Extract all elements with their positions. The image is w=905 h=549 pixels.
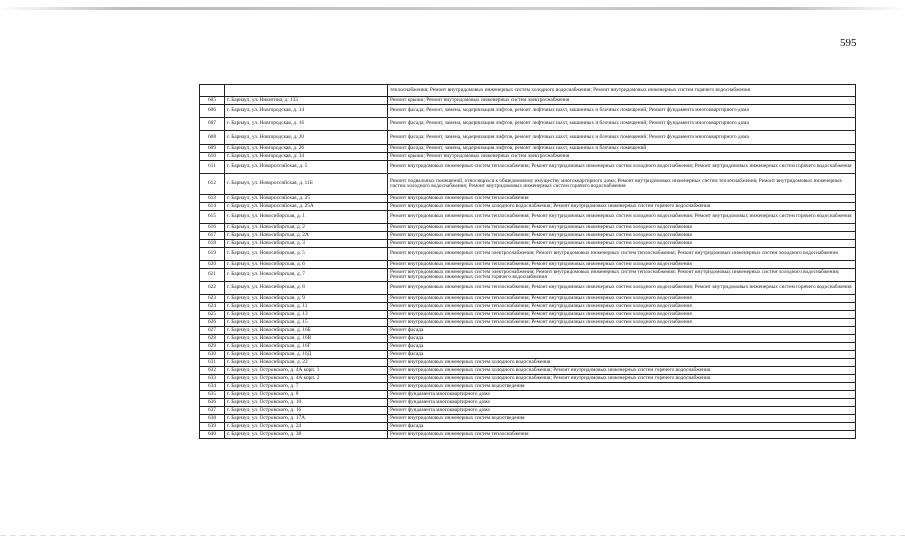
row-number: 636: [200, 399, 225, 407]
row-works: Ремонт внутридомовых инженерных систем теплоснабжения; Ремонт внутридомовых инженерных систем холодного водоснабжения: [388, 224, 856, 232]
row-works: Ремонт внутридомовых инженерных систем теплоснабжения; Ремонт внутридомовых инженерных систем холодного водоснабжения: [388, 303, 856, 311]
row-number: 623: [200, 295, 225, 303]
row-address: г. Барнаул, ул. Новосибирская, д. 8: [225, 282, 388, 295]
row-number: 639: [200, 423, 225, 431]
row-address: г. Барнаул, ул. Новосибирская, д. 9: [225, 295, 388, 303]
row-address: г. Барнаул, ул. Новороссийская, д. 25А: [225, 203, 388, 211]
row-works: Ремонт внутридомовых инженерных систем теплоснабжения; Ремонт внутридомовых инженерных систем холодного водоснабжения; Ремонт внутридомовых инженерных систем горячего водоснабжения: [388, 211, 856, 224]
row-works: Ремонт внутридомовых инженерных систем теплоснабжения; Ремонт внутридомовых инженерных систем холодного водоснабжения; Ремонт внутридомовых инженерных систем горячего водоснабжения: [388, 161, 856, 174]
row-address: г. Барнаул, ул. Новосибирская, д. 5: [225, 248, 388, 261]
row-address: г. Барнаул, ул. Новосибирская, д. 15: [225, 319, 388, 327]
row-number: 622: [200, 282, 225, 295]
row-address: г. Барнаул, ул. Новгородская, д. 16: [225, 118, 388, 131]
table-row: [200, 327, 856, 335]
row-works: Ремонт крыши; Ремонт внутридомовых инженерных систем электроснабжения: [388, 153, 856, 161]
row-works: Ремонт внутридомовых инженерных систем холодного водоснабжения; Ремонт внутридомовых инженерных систем горячего водоснабжения: [388, 367, 856, 375]
table-row: [200, 203, 856, 211]
row-number: 610: [200, 153, 225, 161]
table-row: [200, 161, 856, 174]
register-table-body: [200, 85, 856, 439]
row-works: Ремонт внутридомовых инженерных систем холодного водоснабжения; Ремонт внутридомовых инженерных систем горячего водоснабжения: [388, 203, 856, 211]
row-address: г. Барнаул, ул. Новосибирская, д. 7: [225, 269, 388, 282]
row-number: 637: [200, 407, 225, 415]
row-works: Ремонт внутридомовых инженерных систем электроснабжения; Ремонт внутридомовых инженерных систем теплоснабжения; Ремонт внутридомовых инженерных систем холодного водоснабжения; Ремонт внутридомовых инженерных систем горячего водоснабжения: [388, 269, 856, 282]
table-row: [200, 153, 856, 161]
table-row: [200, 343, 856, 351]
row-works: Ремонт внутридомовых инженерных систем теплоснабжения: [388, 431, 856, 439]
table-row: [200, 375, 856, 383]
row-address: г. Барнаул, ул. Островского, д. 17А: [225, 415, 388, 423]
row-works: Ремонт фасада; Ремонт, замена, модернизация лифтов, ремонт лифтовых шахт, машинных и блочных помещений; Ремонт фундамента многоквартирного дома: [388, 118, 856, 131]
row-address: г. Барнаул, ул. Новосибирская, д. 13: [225, 311, 388, 319]
row-number: 615: [200, 211, 225, 224]
row-address: г. Барнаул, ул. Островского, д. 10: [225, 399, 388, 407]
row-address: г. Барнаул, ул. Новороссийская, д. 11Б: [225, 174, 388, 195]
row-address: г. Барнаул, ул. Островского, д. 38: [225, 431, 388, 439]
table-row: [200, 399, 856, 407]
row-address: г. Барнаул, ул. Никитина, д. 133: [225, 97, 388, 105]
row-address: [225, 85, 388, 97]
table-row: [200, 407, 856, 415]
row-address: г. Барнаул, ул. Островского, д. 16: [225, 407, 388, 415]
row-works: Ремонт внутридомовых инженерных систем электроснабжения; Ремонт внутридомовых инженерных систем теплоснабжения; Ремонт внутридомовых инженерных систем холодного водоснабжения: [388, 248, 856, 261]
row-address: г. Барнаул, ул. Новороссийская, д. 5: [225, 161, 388, 174]
table-row: [200, 295, 856, 303]
row-works: Ремонт фундамента многоквартирного дома: [388, 399, 856, 407]
row-works: Ремонт фундамента многоквартирного дома: [388, 407, 856, 415]
row-works: Ремонт фасада; Ремонт, замена, модернизация лифтов, ремонт лифтовых шахт, машинных и блочных помещений; Ремонт фундамента многоквартирного дома: [388, 105, 856, 118]
row-works: Ремонт внутридомовых инженерных систем теплоснабжения; Ремонт внутридомовых инженерных систем холодного водоснабжения: [388, 261, 856, 269]
table-row: [200, 195, 856, 203]
table-row: [200, 319, 856, 327]
table-row: [200, 105, 856, 118]
table-row: [200, 248, 856, 261]
row-address: г. Барнаул, ул. Новосибирская, д. 16Д: [225, 351, 388, 359]
row-number: 612: [200, 174, 225, 195]
row-address: г. Барнаул, ул. Островского, д. 4А корп. 2: [225, 375, 388, 383]
table-row: [200, 367, 856, 375]
row-number: 631: [200, 359, 225, 367]
row-number: 627: [200, 327, 225, 335]
row-address: г. Барнаул, ул. Новгородская, д. 14: [225, 105, 388, 118]
table-row: [200, 311, 856, 319]
row-works: Ремонт крыши; Ремонт внутридомовых инженерных систем электроснабжения: [388, 97, 856, 105]
table-row: [200, 211, 856, 224]
table-row: [200, 261, 856, 269]
table-row: [200, 351, 856, 359]
row-works: Ремонт фасада: [388, 423, 856, 431]
row-number: 609: [200, 145, 225, 153]
row-number: 628: [200, 335, 225, 343]
row-number: 638: [200, 415, 225, 423]
row-number: 619: [200, 248, 225, 261]
row-number: 624: [200, 303, 225, 311]
row-works: Ремонт фасада: [388, 343, 856, 351]
row-address: г. Барнаул, ул. Новосибирская, д. 16Б: [225, 327, 388, 335]
row-number: 632: [200, 367, 225, 375]
row-address: г. Барнаул, ул. Островского, д. 24: [225, 423, 388, 431]
row-address: г. Барнаул, ул. Новосибирская, д. 2А: [225, 232, 388, 240]
row-number: 621: [200, 269, 225, 282]
row-works: Ремонт внутридомовых инженерных систем теплоснабжения; Ремонт внутридомовых инженерных систем холодного водоснабжения: [388, 311, 856, 319]
row-works: Ремонт внутридомовых инженерных систем водоотведения: [388, 415, 856, 423]
row-address: г. Барнаул, ул. Новгородская, д. 34: [225, 153, 388, 161]
row-number: 625: [200, 311, 225, 319]
row-number: 614: [200, 203, 225, 211]
row-number: 634: [200, 383, 225, 391]
row-number: 608: [200, 131, 225, 145]
row-works: теплоснабжения; Ремонт внутридомовых инженерных систем холодного водоснабжения; Ремонт внутридомовых инженерных систем горячего водоснабжения: [388, 85, 856, 97]
row-works: Ремонт фасада; Ремонт, замена, модернизация лифтов, ремонт лифтовых шахт, машинных и блочных помещений: [388, 145, 856, 153]
scan-shadow-top: [0, 7, 905, 10]
table-row: [200, 131, 856, 145]
row-address: г. Барнаул, ул. Новороссийская, д. 25: [225, 195, 388, 203]
table-row: [200, 282, 856, 295]
row-address: г. Барнаул, ул. Новосибирская, д. 11: [225, 303, 388, 311]
row-address: г. Барнаул, ул. Новосибирская, д. 3: [225, 240, 388, 248]
row-number: 626: [200, 319, 225, 327]
table-row: [200, 97, 856, 105]
register-table: [199, 84, 856, 439]
table-row: [200, 174, 856, 195]
row-address: г. Барнаул, ул. Новосибирская, д. 16Г: [225, 343, 388, 351]
table-row: [200, 335, 856, 343]
row-works: Ремонт внутридомовых инженерных систем теплоснабжения; Ремонт внутридомовых инженерных систем холодного водоснабжения: [388, 232, 856, 240]
row-works: Ремонт внутридомовых инженерных систем холодного водоснабжения: [388, 359, 856, 367]
row-address: г. Барнаул, ул. Новосибирская, д. 6: [225, 261, 388, 269]
row-address: г. Барнаул, ул. Новгородская, д. 26: [225, 145, 388, 153]
table-row: [200, 145, 856, 153]
row-number: 605: [200, 97, 225, 105]
row-works: Ремонт фасада; Ремонт, замена, модернизация лифтов, ремонт лифтовых шахт, машинных и блочных помещений; Ремонт фундамента многоквартирного дома: [388, 131, 856, 145]
row-number: 606: [200, 105, 225, 118]
table-row: [200, 383, 856, 391]
row-works: Ремонт фасада: [388, 327, 856, 335]
row-address: г. Барнаул, ул. Новосибирская, д. 2: [225, 224, 388, 232]
row-address: г. Барнаул, ул. Новгородская, д. 20: [225, 131, 388, 145]
table-row: [200, 423, 856, 431]
scan-shadow-bottom: [0, 535, 905, 536]
table-row: [200, 359, 856, 367]
row-number: 629: [200, 343, 225, 351]
row-number: 640: [200, 431, 225, 439]
table-row: [200, 269, 856, 282]
row-number: 607: [200, 118, 225, 131]
row-works: Ремонт внутридомовых инженерных систем теплоснабжения; Ремонт внутридомовых инженерных систем холодного водоснабжения; Ремонт внутридомовых инженерных систем горячего водоснабжения: [388, 282, 856, 295]
row-number: 618: [200, 240, 225, 248]
row-number: 617: [200, 232, 225, 240]
row-number: 635: [200, 391, 225, 399]
table-row: [200, 232, 856, 240]
table-row: [200, 85, 856, 97]
row-works: Ремонт внутридомовых инженерных систем водоотведения: [388, 383, 856, 391]
row-number: 616: [200, 224, 225, 232]
table-row: [200, 224, 856, 232]
table-row: [200, 391, 856, 399]
row-address: г. Барнаул, ул. Островского, д. 7: [225, 383, 388, 391]
row-works: Ремонт внутридомовых инженерных систем теплоснабжения; Ремонт внутридомовых инженерных систем холодного водоснабжения: [388, 240, 856, 248]
row-address: г. Барнаул, ул. Новосибирская, д. 22: [225, 359, 388, 367]
row-address: г. Барнаул, ул. Островского, д. 8: [225, 391, 388, 399]
table-row: [200, 415, 856, 423]
row-number: 620: [200, 261, 225, 269]
row-works: Ремонт подвальных помещений, относящихся к общедомовому имуществу многоквартирного дома; Ремонт внутридомовых инженерных систем теплоснабжения; Ремонт внутридомовых инженерных систем холодного водоснабжения; Ремонт внутридомовых инженерных систем горячего водоснабжения: [388, 174, 856, 195]
row-works: Ремонт фасада: [388, 335, 856, 343]
table-row: [200, 431, 856, 439]
row-works: Ремонт внутридомовых инженерных систем теплоснабжения: [388, 195, 856, 203]
row-number: 611: [200, 161, 225, 174]
row-works: Ремонт внутридомовых инженерных систем теплоснабжения; Ремонт внутридомовых инженерных систем холодного водоснабжения: [388, 295, 856, 303]
row-works: Ремонт фасада: [388, 351, 856, 359]
row-address: г. Барнаул, ул. Новосибирская, д. 1: [225, 211, 388, 224]
row-address: г. Барнаул, ул. Новосибирская, д. 16В: [225, 335, 388, 343]
row-number: [200, 85, 225, 97]
table-row: [200, 240, 856, 248]
row-number: 613: [200, 195, 225, 203]
table-row: [200, 118, 856, 131]
row-number: 630: [200, 351, 225, 359]
table-row: [200, 303, 856, 311]
row-works: Ремонт внутридомовых инженерных систем теплоснабжения; Ремонт внутридомовых инженерных систем холодного водоснабжения: [388, 319, 856, 327]
row-address: г. Барнаул, ул. Островского, д. 4А корп. 1: [225, 367, 388, 375]
row-number: 633: [200, 375, 225, 383]
row-works: Ремонт фундамента многоквартирного дома: [388, 391, 856, 399]
row-works: Ремонт внутридомовых инженерных систем холодного водоснабжения; Ремонт внутридомовых инженерных систем горячего водоснабжения: [388, 375, 856, 383]
page-number: 595: [840, 37, 857, 49]
